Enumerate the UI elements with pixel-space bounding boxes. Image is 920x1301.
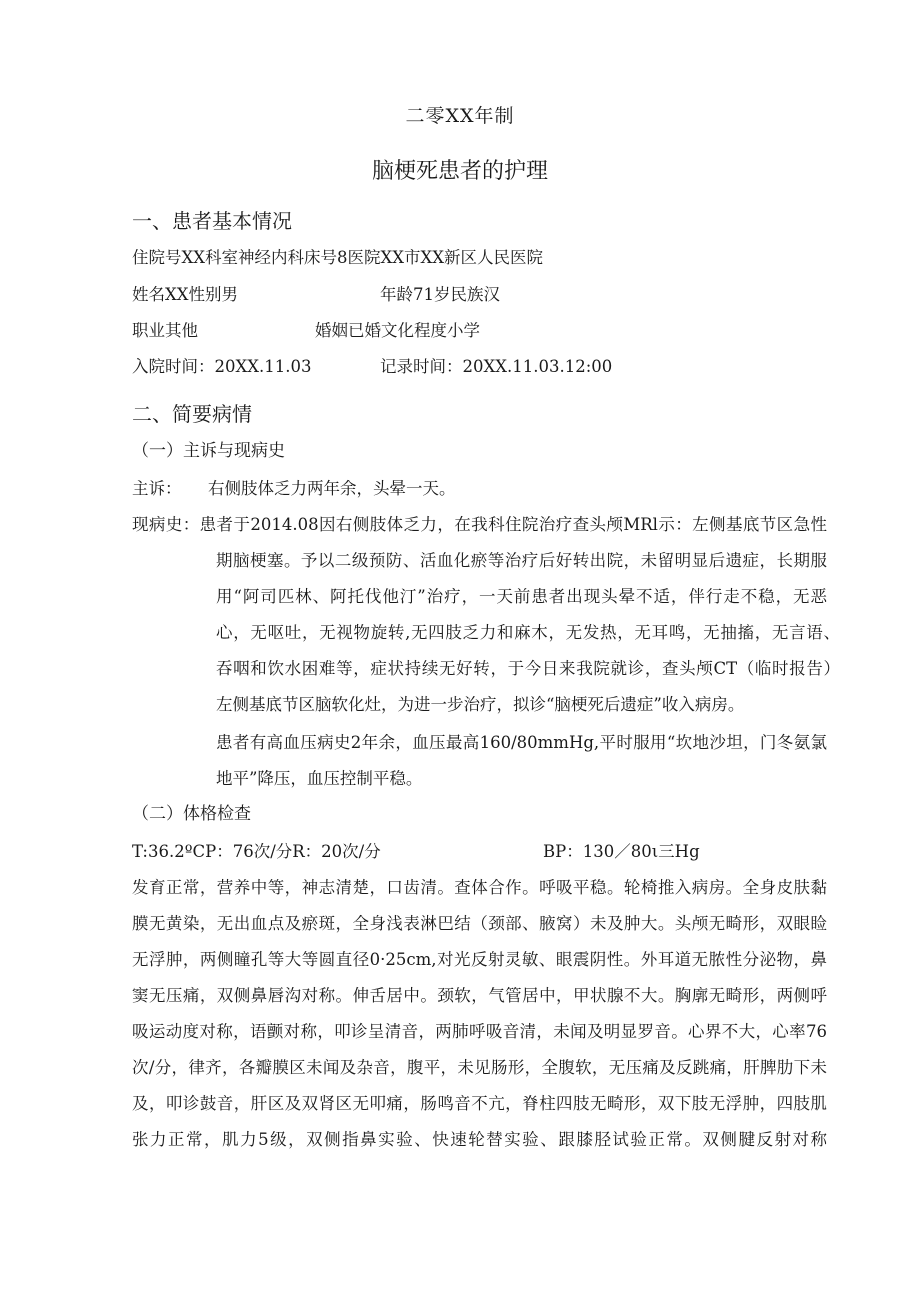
document-title: 脑梗死患者的护理 [371,159,548,184]
history-line: 吞咽和饮水困难等，症状持续无好转，于今日来我院就诊，查头颅CT（临时报告） [216,659,840,678]
subheading-complaint-history: （一）主诉与现病史 [132,441,285,461]
section-heading-brief-condition: 二、简要病情 [132,402,252,426]
year-line: 二零XX年制 [405,105,515,127]
occupation: 职业其他 [132,321,198,340]
exam-line: 张力正常，肌力5级，双侧指鼻实验、快速轮替实验、跟膝胫试验正常。双侧腱反射对称 [132,1130,827,1149]
exam-line: 膜无黄染，无出血点及瘀斑，全身浅表淋巴结（颈部、腋窝）未及肿大。头颅无畸形，双眼睑 [132,914,827,933]
marriage-education: 婚姻已婚文化程度小学 [315,321,480,340]
history-line: 患者有高血压病史2年余，血压最高160/80mmHg,平时服用“坎地沙坦，门冬氨氯 [216,733,827,752]
exam-line: 无浮肿，两侧瞳孔等大等圆直径0·25cm,对光反射灵敏、眼震阴性。外耳道无脓性分泌物，鼻 [132,950,827,969]
history-line: 地平”降压，血压控制平稳。 [216,769,423,788]
section-heading-basic-info: 一、患者基本情况 [132,209,292,233]
exam-line: 窦无压痛，双侧鼻唇沟对称。伸舌居中。颈软，气管居中，甲状腺不大。胸廓无畸形，两侧呼 [132,986,827,1005]
history-line: 期脑梗塞。予以二级预防、活血化瘀等治疗后好转出院，未留明显后遗症，长期服 [216,551,827,570]
record-time: 记录时间：20XX.11.03.12:00 [380,357,613,376]
history-line: 心，无呕吐，无视物旋转,无四肢乏力和麻木，无发热，无耳鸣，无抽搐，无言语、 [216,623,840,642]
complaint-label: 主诉： [132,479,182,498]
exam-line: 及，叩诊鼓音，肝区及双肾区无叩痛，肠鸣音不亢，脊柱四肢无畸形，双下肢无浮肿，四肢肌 [132,1094,827,1113]
admission-time: 入院时间：20XX.11.03 [132,357,312,376]
history-line: 左侧基底节区脑软化灶，为进一步治疗，拟诊“脑梗死后遗症”收入病房。 [216,695,745,714]
name-gender: 姓名XX性别男 [132,285,238,304]
complaint-text: 右侧肢体乏力两年余，头晕一天。 [208,479,456,498]
exam-line: 发育正常，营养中等，神志清楚，口齿清。查体合作。呼吸平稳。轮椅推入病房。全身皮肤黏 [132,878,827,897]
exam-line: 次/分，律齐，各瓣膜区未闻及杂音，腹平，未见肠形，全腹软，无压痛及反跳痛，肝脾肋下未 [132,1058,827,1077]
vital-signs: T:36.2ºCP：76次/分R：20次/分 [132,842,381,861]
exam-line: 吸运动度对称，语颤对称，叩诊呈清音，两肺呼吸音清，未闻及明显罗音。心界不大，心率76 [132,1022,827,1041]
subheading-physical-exam: （二）体格检查 [132,804,251,824]
admission-info-line: 住院号XX科室神经内科床号8医院XX市XX新区人民医院 [132,248,543,267]
history-line: 现病史：患者于2014.08因右侧肢体乏力，在我科住院治疗查头颅MRl示：左侧基底节区急性 [132,515,827,534]
blood-pressure: BP：130／80ι三Hg [543,842,700,861]
age-ethnicity: 年龄71岁民族汉 [380,285,500,304]
history-line: 用“阿司匹林、阿托伐他汀”治疗，一天前患者出现头晕不适，伴行走不稳，无恶 [216,587,827,606]
